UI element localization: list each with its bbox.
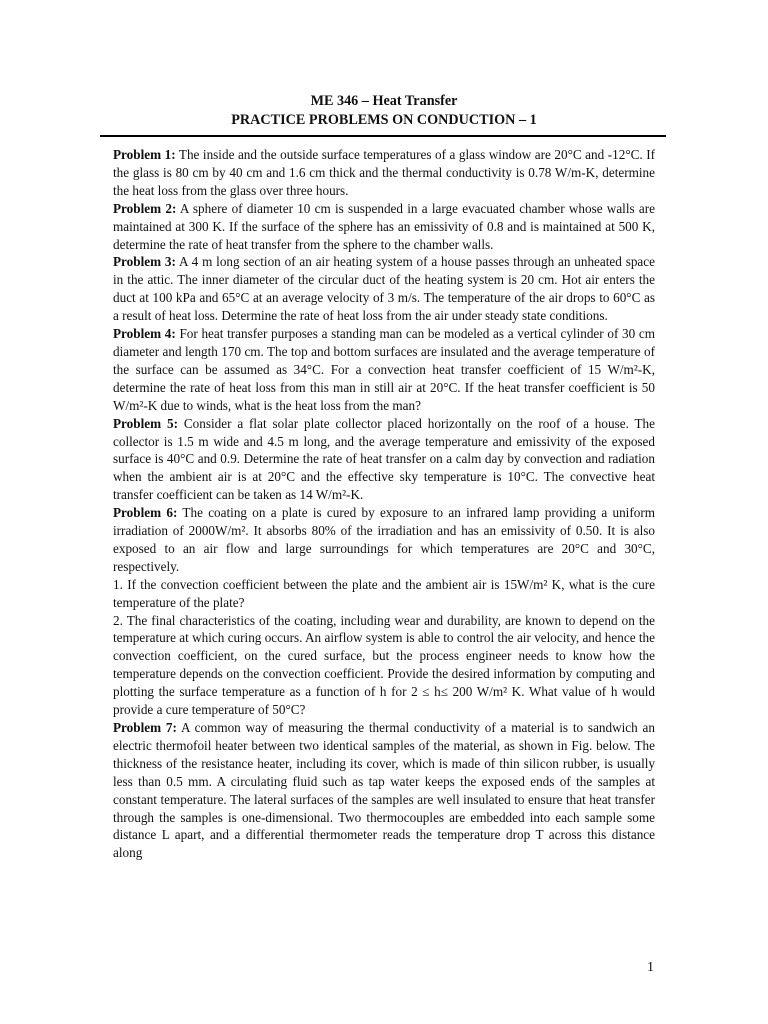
- course-title: ME 346 – Heat Transfer: [310, 93, 458, 109]
- problem-label: Problem 3:: [113, 254, 176, 270]
- problem-text: The inside and the outside surface temperatures of a glass window are 20°C and -12°C. If the glass is 80 cm by 40 cm and 1.6 cm thick and the thermal conductivity is 0.78 W/m-K, determine the heat loss from the glass over three hours.: [113, 147, 655, 198]
- problem-text: 2. The final characteristics of the coating, including wear and durability, are known to depend on the temperature at which curing occurs. An airflow system is able to control the air velocity, and hence the convection coefficient, on the cured surface, but the process engineer needs to know how the temperature depends on the convection coefficient. Provide the desired information by computing and plotting the surface temperature as a function of h for 2 ≤ h≤ 200 W/m² K. What value of h would provide a cure temperature of 50°C?: [113, 612, 655, 718]
- header-divider: [100, 135, 666, 137]
- problem-7: [113, 719, 655, 862]
- document-title: PRACTICE PROBLEMS ON CONDUCTION – 1: [231, 112, 537, 128]
- problem-text: 1. If the convection coefficient between the plate and the ambient air is 15W/m² K, what is the cure temperature of the plate?: [113, 576, 655, 610]
- problem-1: [113, 146, 655, 200]
- problem-5: [113, 415, 655, 505]
- problem-3: [113, 253, 655, 325]
- problem-4: [113, 325, 655, 415]
- problem-label: Problem 7:: [113, 720, 177, 735]
- problem-text: For heat transfer purposes a standing man can be modeled as a vertical cylinder of 30 cm diameter and length 170 cm. The top and bottom surfaces are insulated and the average temperature of the surface can be assumed as 34°C. For a convection heat transfer coefficient of 15 W/m²-K, determine the rate of heat loss from this man in still air at 20°C. If the heat transfer coefficient is 50 W/m²-K due to winds, what is the heat loss from the man?: [113, 326, 655, 413]
- problem-2: [113, 200, 655, 254]
- problem-label: Problem 1:: [113, 147, 176, 162]
- problem-list: [113, 146, 655, 862]
- problem-label: Problem 4:: [113, 326, 176, 342]
- page-number: 1: [647, 960, 654, 975]
- problem-text: Consider a flat solar plate collector placed horizontally on the roof of a house. The collector is 1.5 m wide and 4.5 m long, and the average temperature and emissivity of the exposed surface is 40°C and 0.9. Determine the rate of heat transfer on a calm day by convection and radiation when the ambient air is at 20°C and the effective sky temperature is 10°C. The convective heat transfer coefficient can be taken as 14 W/m²-K.: [113, 415, 655, 503]
- problem-label: Problem 5:: [113, 415, 178, 431]
- document-header: [0, 92, 768, 130]
- problem-text: A common way of measuring the thermal conductivity of a material is to sandwich an electric thermofoil heater between two identical samples of the material, as shown in Fig. below. The thickness of the resistance heater, including its cover, which is made of thin silicon rubber, is usually less than 0.5 mm. A circulating fluid such as tap water keeps the exposed ends of the samples at constant temperature. The lateral surfaces of the samples are well insulated to ensure that heat transfer through the samples is one-dimensional. Two thermocouples are embedded into each sample some distance L apart, and a differential thermometer reads the temperature drop T across this distance along: [113, 720, 656, 861]
- problem-6-part-1: [113, 576, 655, 612]
- problem-text: A 4 m long section of an air heating system of a house passes through an unheated space in the attic. The inner diameter of the circular duct of the heating system is 20 cm. Hot air enters the duct at 100 kPa and 65°C at an average velocity of 3 m/s. The temperature of the air drops to 60°C as a result of heat loss. Determine the rate of heat loss from the air under steady state conditions.: [113, 254, 655, 324]
- problem-text: A sphere of diameter 10 cm is suspended in a large evacuated chamber whose walls are maintained at 300 K. If the surface of the sphere has an emissivity of 0.8 and is maintained at 500 K, determine the rate of heat transfer from the sphere to the chamber walls.: [113, 200, 655, 252]
- problem-text: The coating on a plate is cured by exposure to an infrared lamp providing a uniform irradiation of 2000W/m². It absorbs 80% of the irradiation and has an emissivity of 0.50. It is also exposed to an air flow and large surroundings for which temperatures are 20°C and 30°C, respectively.: [113, 505, 655, 574]
- problem-6: [113, 504, 655, 576]
- problem-label: Problem 2:: [113, 200, 177, 216]
- problem-label: Problem 6:: [113, 505, 178, 521]
- problem-6-part-2: [113, 612, 655, 719]
